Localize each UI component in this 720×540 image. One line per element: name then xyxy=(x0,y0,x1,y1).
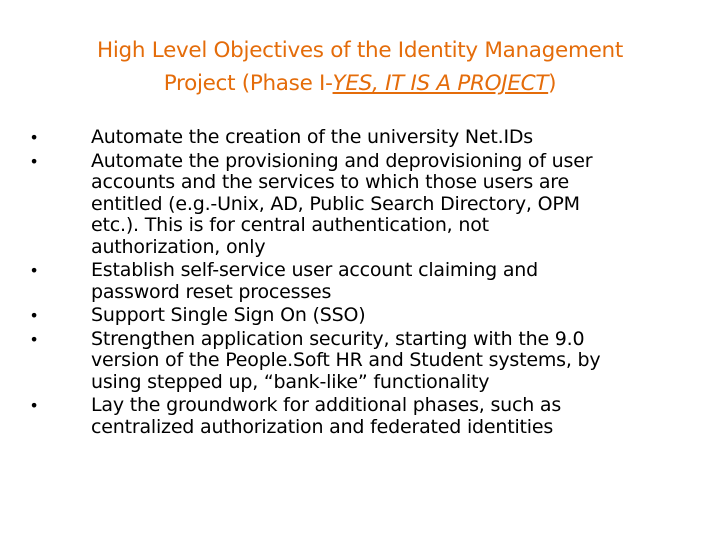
list-item-text: accounts and the services to which those users are xyxy=(91,171,569,193)
list-item xyxy=(28,395,700,438)
title-emphasis: YES, IT IS A PROJECT xyxy=(332,71,549,96)
list-item xyxy=(28,260,700,303)
list-item xyxy=(28,151,700,259)
slide-title xyxy=(40,34,680,100)
bullet-icon: • xyxy=(29,261,39,280)
bullet-icon: • xyxy=(29,128,39,147)
list-item-text: Lay the groundwork for additional phases, such as xyxy=(91,394,562,416)
list-item-text: entitled (e.g.-Unix, AD, Public Search Directory, OPM xyxy=(91,192,580,215)
title-line-2-suffix: ) xyxy=(548,71,557,96)
list-item xyxy=(28,329,700,394)
list-item xyxy=(28,127,700,149)
list-item-text: Support Single Sign On (SSO) xyxy=(91,304,366,326)
list-item-text: version of the People.Soft HR and Student systems, by xyxy=(91,349,601,371)
list-item-text: Establish self-service user account claiming and xyxy=(91,259,539,281)
bullet-icon: • xyxy=(29,396,39,415)
list-item xyxy=(28,305,700,327)
title-line-2 xyxy=(40,67,680,100)
list-item-text: etc.). This is for central authentication, not xyxy=(91,214,489,236)
objectives-list xyxy=(28,127,700,440)
list-item-text: authorization, only xyxy=(91,235,266,258)
list-item-text: Automate the provisioning and deprovisioning of user xyxy=(91,149,593,172)
list-item-text: password reset processes xyxy=(91,280,332,303)
list-item-text: centralized authorization and federated identities xyxy=(91,415,554,438)
bullet-icon: • xyxy=(29,306,39,325)
list-item-text: using stepped up, “bank-like” functionality xyxy=(91,370,490,393)
bullet-icon: • xyxy=(29,151,39,171)
list-item-text: Strengthen application security, starting with the 9.0 xyxy=(91,327,585,350)
title-line-2-prefix: Project (Phase I- xyxy=(163,71,333,96)
title-line-1: High Level Objectives of the Identity Management xyxy=(97,38,623,63)
bullet-icon: • xyxy=(29,329,39,349)
list-item-text: Automate the creation of the university Net.IDs xyxy=(91,126,533,148)
